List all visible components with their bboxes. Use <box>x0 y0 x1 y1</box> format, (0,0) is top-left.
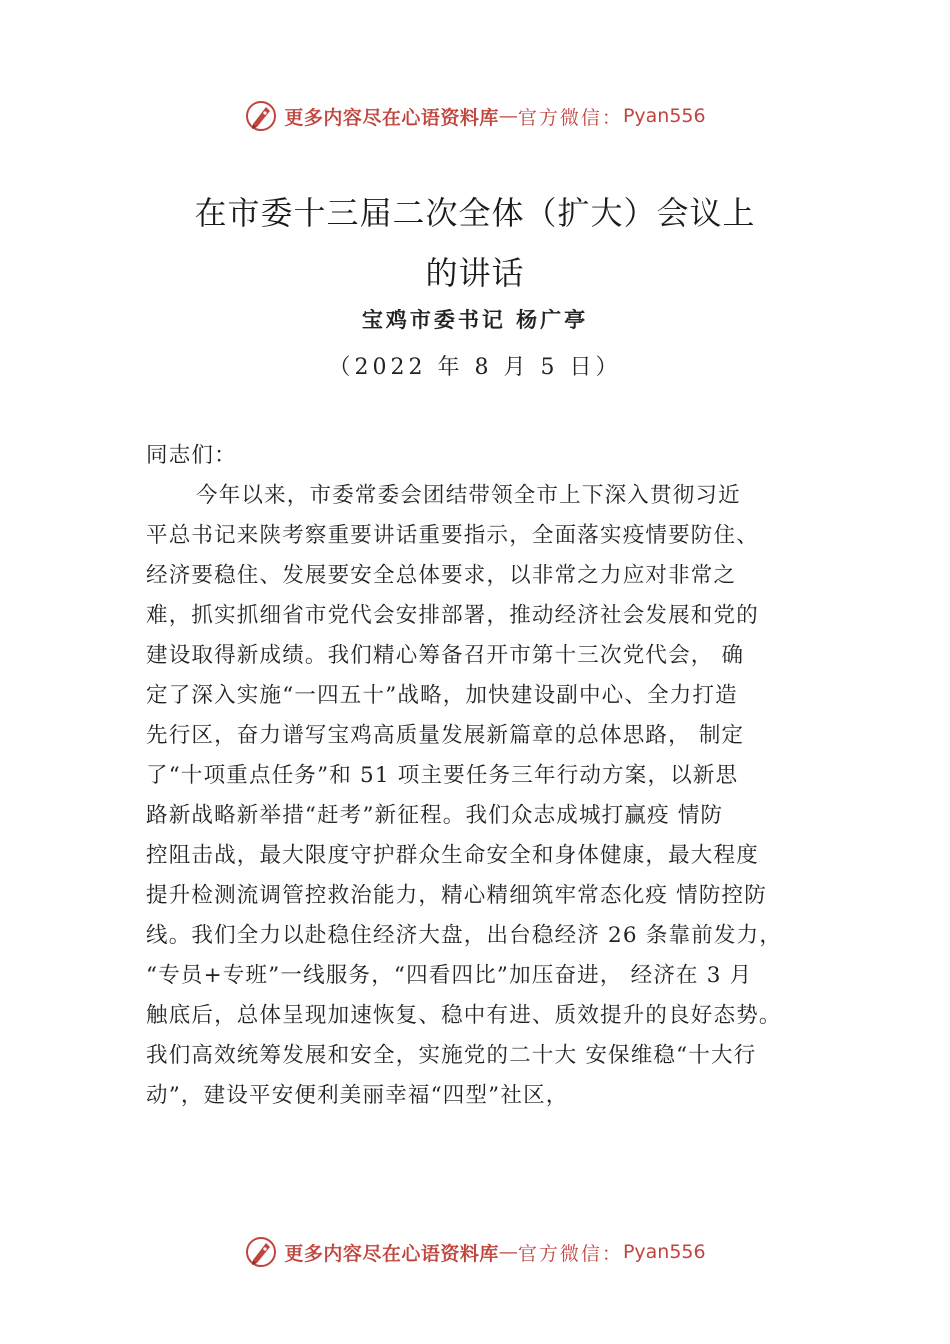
brand-text: 更多内容尽在心语资料库 <box>284 1242 499 1265</box>
document-title-line-1: 在市委十三届二次全体（扩大）会议上 <box>194 194 756 232</box>
body-line: 了“十项重点任务”和 51 项主要任务三年行动方案，以新思 <box>146 763 739 788</box>
body-line: 平总书记来陕考察重要讲话重要指示，全面落实疫情要防住、 <box>146 523 759 548</box>
document-body <box>146 436 846 1116</box>
wechat-label: 官方微信： <box>517 1242 623 1265</box>
pen-nib-logo-icon <box>244 99 278 133</box>
wechat-id: Pyan556 <box>622 105 706 127</box>
wechat-id: Pyan556 <box>622 1241 706 1263</box>
footer-watermark-banner <box>0 1232 950 1272</box>
separator-dash: — <box>498 105 518 127</box>
body-line: 难，抓实抓细省市党代会安排部署，推动经济社会发展和党的 <box>146 603 759 628</box>
header-watermark-banner <box>0 96 950 136</box>
body-line: 建设取得新成绩。我们精心筹备召开市第十三次党代会， 确 <box>146 643 745 668</box>
document-date: （2022 年 8 月 5 日） <box>328 355 622 380</box>
body-line: 先行区，奋力谱写宝鸡高质量发展新篇章的总体思路， 制定 <box>146 723 745 748</box>
body-line: 经济要稳住、发展要安全总体要求，以非常之力应对非常之 <box>146 563 737 588</box>
body-line: 控阻击战，最大限度守护群众生命安全和身体健康，最大程度 <box>146 843 759 868</box>
body-line: 路新战略新举措“赶考”新征程。我们众志成城打赢疫 情防 <box>146 803 724 828</box>
body-line: 提升检测流调管控救治能力，精心精细筑牢常态化疫 情防控防 <box>146 883 767 908</box>
salutation: 同志们： <box>146 443 237 468</box>
body-line: 定了深入实施“一四五十”战略，加快建设副中心、全力打造 <box>146 683 738 708</box>
body-line: 我们高效统筹发展和安全，实施党的二十大 安保维稳“十大行 <box>146 1043 757 1068</box>
body-line: 动”，建设平安便利美丽幸福“四型”社区， <box>146 1083 569 1108</box>
document-author: 宝鸡市委书记 杨广亭 <box>361 307 589 332</box>
document-title-line-2: 的讲话 <box>425 254 525 292</box>
pen-nib-logo-icon <box>244 1235 278 1269</box>
body-line: 触底后，总体呈现加速恢复、稳中有进、质效提升的良好态势。 <box>146 1003 782 1028</box>
body-line: 线。我们全力以赴稳住经济大盘，出台稳经济 26 条靠前发力， <box>146 923 783 948</box>
body-line: 今年以来，市委常委会团结带领全市上下深入贯彻习近 <box>196 483 741 508</box>
separator-dash: — <box>498 1241 518 1263</box>
brand-text: 更多内容尽在心语资料库 <box>284 106 499 129</box>
body-line: “专员+专班”一线服务，“四看四比”加压奋进， 经济在 3 月 <box>146 963 753 988</box>
wechat-label: 官方微信： <box>517 106 623 129</box>
